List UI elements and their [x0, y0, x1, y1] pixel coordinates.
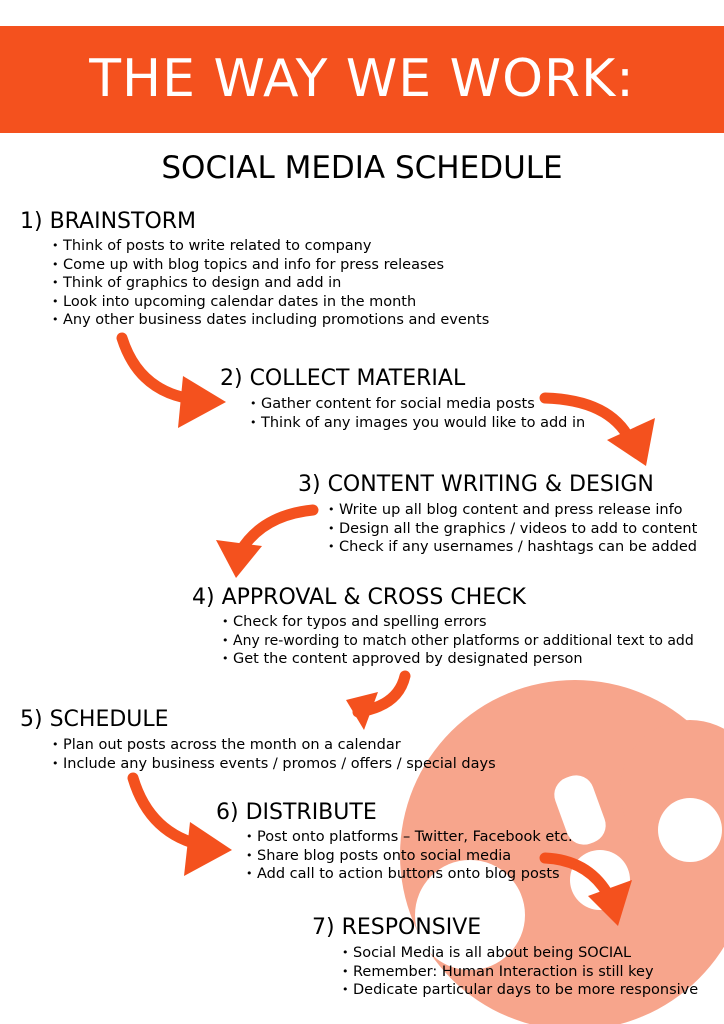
step-1-title: 1) BRAINSTORM: [20, 209, 197, 234]
step-2-title: 2) COLLECT MATERIAL: [220, 366, 466, 391]
step-7-title: 7) RESPONSIVE: [312, 915, 482, 940]
arrow-icon: [588, 880, 632, 926]
list-item: • Write up all blog content and press release info: [328, 501, 697, 520]
list-item: • Look into upcoming calendar dates in the month: [52, 293, 489, 312]
arrow-icon: [178, 376, 226, 428]
list-item: • Check if any usernames / hashtags can be added: [328, 538, 697, 557]
list-item: • Include any business events / promos / offers / special days: [52, 755, 496, 774]
list-item: • Add call to action buttons onto blog posts: [246, 865, 573, 884]
list-item: • Check for typos and spelling errors: [222, 613, 694, 632]
list-item: • Remember: Human Interaction is still key: [342, 963, 698, 982]
page-title: THE WAY WE WORK:: [89, 49, 635, 109]
arrow-icon: [216, 540, 262, 578]
list-item: • Gather content for social media posts: [250, 395, 585, 414]
list-item: • Share blog posts onto social media: [246, 847, 573, 866]
list-item: • Plan out posts across the month on a calendar: [52, 736, 496, 755]
step-4-title: 4) APPROVAL & CROSS CHECK: [192, 585, 526, 610]
list-item: • Come up with blog topics and info for press releases: [52, 256, 489, 275]
list-item: • Think of posts to write related to company: [52, 237, 489, 256]
step-5-title: 5) SCHEDULE: [20, 707, 169, 732]
list-item: • Get the content approved by designated person: [222, 650, 694, 669]
list-item: • Any re-wording to match other platforms or additional text to add: [222, 632, 694, 651]
list-item: • Social Media is all about being SOCIAL: [342, 944, 698, 963]
arrow-icon: [545, 398, 630, 440]
list-item: • Design all the graphics / videos to add to content: [328, 520, 697, 539]
page-subtitle: SOCIAL MEDIA SCHEDULE: [161, 150, 563, 186]
list-item: • Think of any images you would like to add in: [250, 414, 585, 433]
step-6-title: 6) DISTRIBUTE: [216, 800, 377, 825]
list-item: • Dedicate particular days to be more responsive: [342, 981, 698, 1000]
list-item: • Think of graphics to design and add in: [52, 274, 489, 293]
step-3-title: 3) CONTENT WRITING & DESIGN: [298, 472, 654, 497]
list-item: • Post onto platforms – Twitter, Facebook etc.: [246, 828, 573, 847]
list-item: • Any other business dates including promotions and events: [52, 311, 489, 330]
arrow-icon: [184, 822, 232, 876]
